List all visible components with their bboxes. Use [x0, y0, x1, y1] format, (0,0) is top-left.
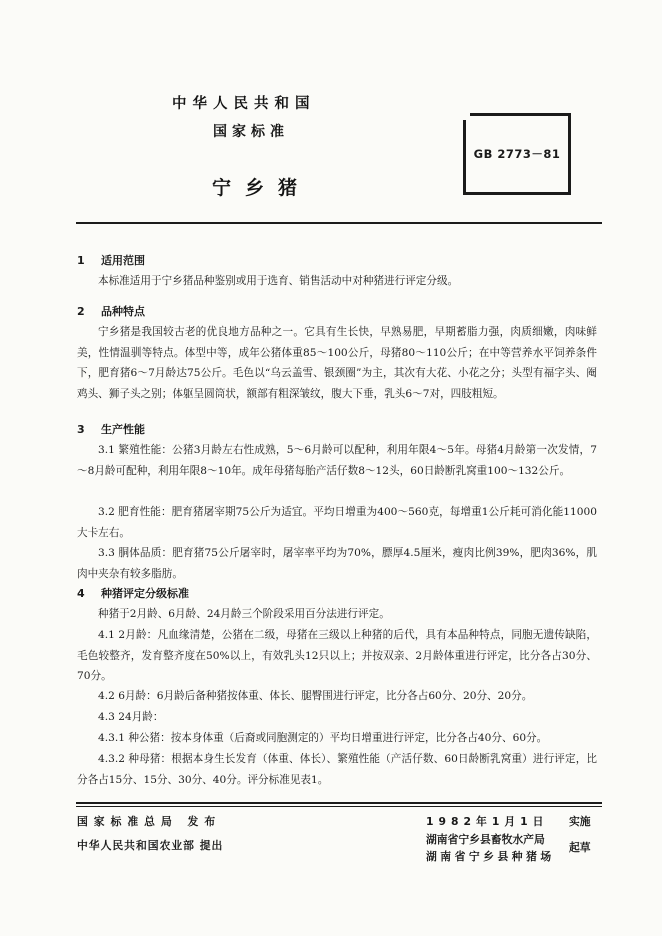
implementation-label: 实施: [569, 815, 591, 828]
section-2-heading: [77, 303, 145, 319]
drafter-2: 湖南省宁乡县种猪场: [426, 850, 555, 863]
country-name: 中华人民共和国: [172, 96, 316, 112]
section-title: 品种特点: [101, 305, 145, 318]
footer-divider-thin: [76, 806, 602, 807]
section-3-heading: [77, 421, 145, 437]
paragraph: 3.3 胴体品质：肥育猪75公斤屠宰时，屠宰率平均为70%，膘厚4.5厘米，瘦肉比例39%，肥肉36%，肌肉中夹杂有较多脂肪。: [77, 547, 597, 580]
paragraph: 3.2 肥育性能：肥育猪屠宰期75公斤为适宜。平均日增重为400～560克，每增重1公斤耗可消化能11000大卡左右。: [77, 506, 597, 539]
drafter-1: 湖南省宁乡县畜牧水产局: [426, 833, 545, 846]
section-number: 1: [77, 254, 85, 267]
paragraph: 本标准适用于宁乡猪品种鉴别或用于选育、销售活动中对种猪进行评定分级。: [98, 275, 459, 287]
header-divider: [76, 222, 602, 224]
paragraph: 4.3.2 种母猪：根据本身生长发育（体重、体长）、繁殖性能（产活仔数、60日龄断乳窝重）进行评定，比分各占15分、15分、30分、40分。评分标准见表1。: [77, 753, 597, 786]
standard-code: GB 2773－81: [473, 147, 561, 161]
issuer: 国家标准总局 发布: [77, 815, 222, 828]
paragraph: 种猪于2月龄、6月龄、24月龄三个阶段采用百分法进行评定。: [98, 608, 390, 620]
footer-divider: [76, 802, 602, 804]
proposer: 中华人民共和国农业部 提出: [77, 839, 224, 852]
paragraph: 4.3.1 种公猪：按本身体重（后裔或同胞测定的）平均日增重进行评定，比分各占40分、60分。: [98, 732, 548, 744]
section-1-heading: [77, 252, 145, 268]
page-title: 宁乡猪: [212, 177, 312, 199]
section-number: 4: [77, 587, 85, 600]
paragraph: 4.2 6月龄：6月龄后备种猪按体重、体长、腿臀围进行评定，比分各占60分、20分、20分。: [98, 690, 533, 702]
paragraph: 3.1 繁殖性能：公猪3月龄左右性成熟，5～6月龄可以配种，利用年限4～5年。母猪4月龄第一次发情，7～8月龄可配种，利用年限8～10年。成年母猪每胎产活仔数8～12头，60日龄断乳窝重100～132公斤。: [77, 444, 597, 477]
section-title: 适用范围: [101, 254, 145, 267]
implementation-date: 1982年1月1日: [426, 815, 549, 828]
section-title: 生产性能: [101, 423, 145, 436]
section-4-heading: [77, 585, 189, 601]
draft-label: 起草: [569, 841, 591, 854]
paragraph: 4.1 2月龄：凡血缘清楚，公猪在二级，母猪在三级以上种猪的后代，具有本品种特点，同胞无遗传缺陷，毛色较整齐，发育整齐度在50%以上，有效乳头12只以上；并按双亲、2月龄体重进行评定，比分各占30分、70分。: [77, 629, 597, 682]
section-title: 种猪评定分级标准: [101, 587, 189, 600]
paragraph: 宁乡猪是我国较古老的优良地方品种之一。它具有生长快，早熟易肥，早期蓄脂力强，肉质细嫩，肉味鲜美，性情温驯等特点。体型中等，成年公猪体重85～100公斤，母猪80～110公斤；在中等营养水平饲养条件下，肥育猪6～7月龄达75公斤。毛色以“乌云盖雪、银颈圈”为主，其次有大花、小花之分；头型有福字头、阉鸡头、狮子头之别；体躯呈圆筒状，额部有粗深皱纹，腹大下垂，乳头6～7对，四肢粗短。: [77, 326, 597, 400]
standard-type: 国家标准: [213, 124, 289, 140]
section-number: 2: [77, 305, 85, 318]
section-number: 3: [77, 423, 85, 436]
standard-code-box: [463, 113, 571, 195]
paragraph: 4.3 24月龄：: [98, 711, 164, 723]
